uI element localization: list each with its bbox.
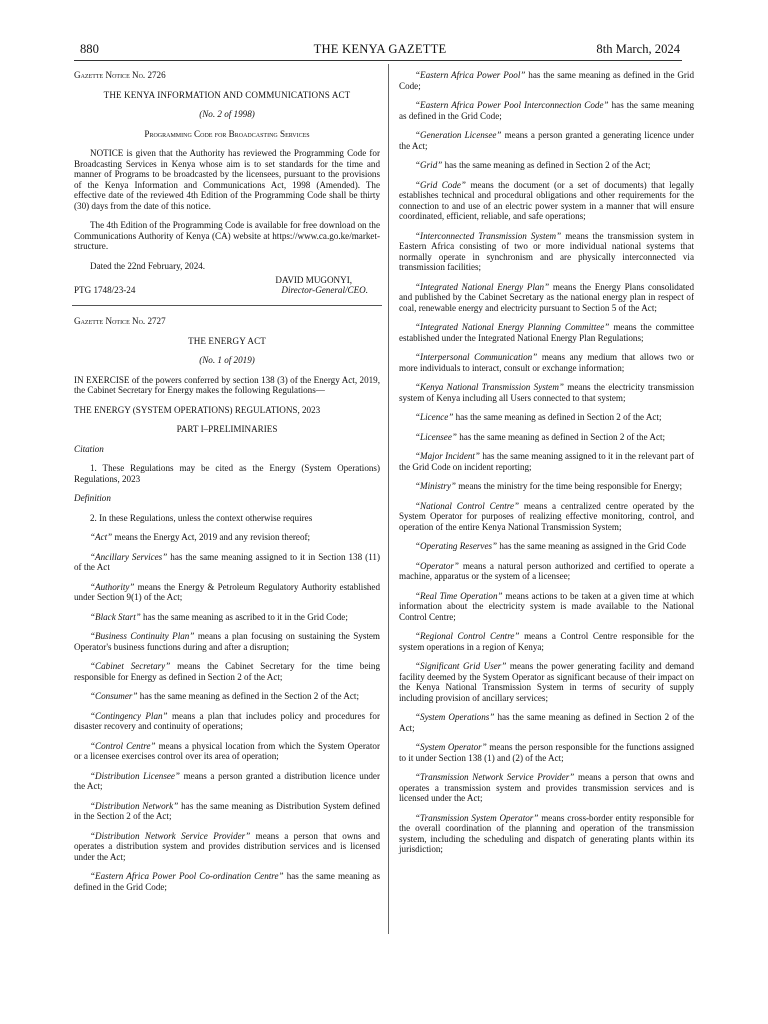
definition-item [399, 160, 694, 171]
page-header [80, 42, 680, 60]
definition-item [74, 711, 380, 732]
definition-term: “Black Start” [90, 611, 141, 622]
definition-term: “Contingency Plan” [90, 710, 168, 721]
definition-text: has the same meaning as ascribed to it in the Grid Code; [140, 611, 348, 622]
definition-term: “Integrated National Energy Planning Committee” [415, 322, 610, 332]
definition-text: means the electricity transmission system of Kenya including all Users connected to that system; [399, 382, 694, 403]
definition-text: means a person that owns and operates a distribution system and provides distribution services and is licensed under the Act; [74, 830, 380, 862]
signatory-role: Director-General/CEO. [281, 285, 368, 295]
definition-term: “Licensee” [415, 431, 457, 442]
definition-term: “Generation Licensee” [415, 130, 502, 140]
definition-item [399, 130, 694, 151]
definition-term: “Eastern Africa Power Pool” [415, 70, 526, 80]
definition-text: has the same meaning as defined in Section 2 of the Act; [442, 160, 651, 170]
definition-term: “Ministry” [415, 481, 456, 491]
gazette-title: THE KENYA GAZETTE [313, 42, 447, 56]
definition-item [399, 70, 694, 91]
definition-text: means the transmission system in Eastern Africa consisting of two or more individual national systems that normally operate in synchronism and are physically interconnected via transmission facilities; [399, 230, 694, 272]
definition-text: means the ministry for the time being responsible for Energy; [455, 481, 683, 491]
notice-number: Gazette Notice No. 2727 [74, 316, 166, 326]
act-number: (No. 1 of 2019) [199, 355, 255, 365]
definition-item [399, 742, 694, 763]
citation-text: 1. These Regulations may be cited as the Energy (System Operations) Regulations, 2023 [74, 463, 380, 484]
definition-item [399, 382, 694, 403]
citation-heading: Citation [74, 443, 104, 454]
definition-text: has the same meaning assigned to it in Section 138 (11) of the Act [74, 551, 380, 572]
right-column [399, 70, 694, 864]
preamble: IN EXERCISE of the powers conferred by section 138 (3) of the Energy Act, 2019, the Cabinet Secretary for Energy makes the following Regulations— [74, 374, 380, 395]
definition-term: “Act” [90, 532, 113, 542]
definition-item [399, 541, 694, 552]
definition-item [399, 813, 694, 855]
definition-term: “Business Continuity Plan” [90, 631, 195, 641]
definition-text: means the document (or a set of documents) that legally establishes technical and procedural obligations and other requirements for the connection to and use of an electric power system in a manner that will ensure coordinated, efficient, reliable, and safe operations; [399, 179, 695, 221]
column-divider [388, 64, 389, 934]
notice-number: Gazette Notice No. 2726 [74, 70, 166, 80]
notice-body: NOTICE is given that the Authority has reviewed the Programming Code for Broadcasting Services in Kenya whose aim is to set standards for the time and manner of Programs to be broadcasted by the licensees, pursuant to the provisions of the Kenya Information and Communications Act, 1998 (Amended). The effective date of the reviewed 4th Edition of the Programming Code shall be thirty (30) days from the date of this notice. [74, 148, 380, 211]
definition-term: “Consumer” [90, 691, 138, 701]
definition-item [399, 561, 694, 582]
definition-item [74, 582, 380, 603]
definition-item [399, 451, 694, 472]
definition-term: “Kenya National Transmission System” [415, 382, 564, 392]
notice-separator [72, 305, 382, 306]
definition-text: means a centralized centre operated by the System Operator for purposes of realizing effective monitoring, control, and operation of the entire Kenya National Transmission System; [399, 500, 694, 532]
definition-term: “Cabinet Secretary” [90, 661, 171, 671]
definition-term: “Licence” [415, 412, 454, 422]
dated-line: Dated the 22nd February, 2024. [90, 260, 206, 271]
definitions-list [74, 532, 380, 892]
definition-term: “Authority” [90, 581, 135, 592]
definition-term: “Grid” [415, 160, 443, 170]
left-column [74, 70, 380, 901]
definition-heading: Definition [74, 493, 111, 503]
definition-item [399, 712, 694, 733]
definition-term: “Regional Control Centre” [415, 631, 520, 641]
definition-item [74, 741, 380, 762]
definition-text: means the Energy & Petroleum Regulatory Authority established under Section 9(1) of the Act; [74, 581, 380, 602]
signatory-name: DAVID MUGONYI, [275, 275, 352, 285]
page-number: 880 [80, 42, 99, 56]
definition-term: “Transmission Network Service Provider” [415, 772, 575, 782]
definition-item [399, 231, 694, 273]
definition-item [399, 100, 694, 121]
definition-term: “Distribution Network” [90, 800, 179, 811]
definition-text: has the same meaning as defined in the Grid Code; [399, 100, 695, 121]
definition-text: means a physical location from which the System Operator or a licensee exercises control over its area of operation; [74, 740, 380, 761]
definitions-list [399, 70, 694, 855]
definition-item [399, 631, 694, 652]
act-number: (No. 2 of 1998) [199, 109, 255, 119]
definition-term: “Interconnected Transmission System” [415, 230, 562, 241]
definition-text: means a Control Centre responsible for the system operations in a region of Kenya; [399, 631, 695, 652]
definition-term: “Eastern Africa Power Pool Co-ordination Centre” [90, 871, 284, 881]
definition-term: “Operating Reserves” [415, 541, 498, 551]
definition-text: means the committee established under the Integrated National Energy Plan Regulations; [399, 322, 695, 343]
definition-term: “System Operations” [415, 712, 495, 722]
definition-item [399, 282, 694, 314]
act-title: THE ENERGY ACT [188, 335, 266, 346]
definition-item [74, 532, 380, 543]
definition-term: “Grid Code” [415, 179, 466, 190]
definition-text: means a plan focusing on sustaining the System Operator's business functions during and after a disruption; [74, 631, 380, 652]
definition-text: means a natural person authorized and certified to operate a machine, apparatus or the system of a licensee; [399, 560, 694, 581]
definition-text: has the same meaning as defined in the Grid Code; [399, 70, 694, 91]
regulations-title: THE ENERGY (SYSTEM OPERATIONS) REGULATIONS, 2023 [74, 404, 321, 415]
definition-item [399, 591, 694, 623]
definition-text: means the person responsible for the functions assigned to it under Section 138 (1) and (2) of the Act; [399, 742, 694, 763]
definition-term: “Distribution Licensee” [90, 770, 180, 781]
notice-body-download: The 4th Edition of the Programming Code is available for free download on the Communications Authority of Kenya (CA) website at https://www.ca.go.ke/market-structure. [74, 220, 380, 251]
definition-term: “Major Incident” [415, 451, 480, 461]
definition-term: “National Control Centre” [415, 500, 520, 511]
definition-term: “Eastern Africa Power Pool Interconnection Code” [415, 100, 609, 110]
definition-item [399, 352, 694, 373]
definition-item [74, 871, 380, 892]
definition-term: “Significant Grid User” [415, 661, 507, 671]
issue-date: 8th March, 2024 [596, 42, 680, 56]
definition-text: means the Cabinet Secretary for the time being responsible for Energy as defined in Section 2 of the Act; [74, 661, 380, 682]
definition-item [74, 661, 380, 682]
definition-item [74, 691, 380, 702]
definition-text: has the same meaning as defined in Section 2 of the Act; [453, 412, 662, 422]
definition-text: has the same meaning as Distribution System defined in the Section 2 of the Act; [74, 800, 380, 821]
definition-term: “Transmission System Operator” [415, 812, 539, 823]
definition-text: means actions to be taken at a given time at which information about the electricity system is made available to the National Control Centre; [399, 590, 694, 622]
definition-term: “System Operator” [415, 742, 487, 752]
signature-block [74, 275, 380, 299]
definition-term: “Ancillary Services” [90, 551, 168, 562]
definition-item [399, 412, 694, 423]
definition-text: means any medium that allows two or more individuals to interact, consult or exchange information; [399, 352, 694, 373]
definition-term: “Control Centre” [90, 740, 156, 751]
definition-text: means a plan that includes policy and procedures for disaster recovery and continuity of operations; [74, 710, 380, 731]
definition-item [399, 180, 694, 222]
definition-item [74, 771, 380, 792]
definition-text: means a person that owns and operates a transmission system and provides transmission services and is licensed under the Act; [399, 772, 695, 803]
notice-subtitle: Programming Code for Broadcasting Services [144, 128, 310, 139]
definition-text: has the same meaning as assigned in the Grid Code [497, 541, 686, 551]
definition-item [74, 831, 380, 863]
header-rule [74, 60, 682, 61]
definition-text: has the same meaning as defined in Section 2 of the Act; [399, 712, 695, 733]
definition-term: “Real Time Operation” [415, 590, 503, 601]
definition-item [74, 612, 380, 623]
definition-text: means a person granted a generating licence under the Act; [399, 130, 694, 151]
reference-number: PTG 1748/23-24 [74, 285, 136, 295]
definition-term: “Distribution Network Service Provider” [90, 830, 251, 841]
definition-item [399, 481, 694, 492]
definition-text: has the same meaning as defined in the Section 2 of the Act; [137, 691, 359, 701]
definition-text: means the power generating facility and demand facility deemed by the System Operator as significant because of their impact on the Kenya National Transmission System in terms of security of supply including provision of ancillary services; [399, 661, 694, 703]
definition-text: has the same meaning as defined in the Grid Code; [74, 871, 380, 892]
definition-term: “Integrated National Energy Plan” [415, 281, 550, 292]
definition-text: means the Energy Act, 2019 and any revision thereof; [112, 532, 311, 542]
definition-item [74, 631, 380, 652]
definition-item [399, 772, 694, 804]
definition-item [399, 661, 694, 703]
definition-term: “Interpersonal Communication” [415, 352, 538, 362]
definition-item [399, 432, 694, 443]
definition-item [74, 801, 380, 822]
definition-item [399, 322, 694, 343]
part-heading: PART I–PRELIMINARIES [176, 424, 278, 434]
definition-item [74, 552, 380, 573]
definition-term: “Operator” [415, 560, 459, 571]
definition-intro: 2. In these Regulations, unless the context otherwise requires [90, 512, 313, 523]
definition-text: means cross-border entity responsible for the overall coordination of the planning and operation of the transmission system, including the scheduling and dispatch of generating plants within its jurisdiction; [399, 812, 694, 854]
definition-text: means a person granted a distribution licence under the Act; [74, 770, 380, 791]
definition-text: has the same meaning assigned to it in the relevant part of the Grid Code on incident reporting; [399, 451, 695, 472]
definition-text: means the Energy Plans consolidated and published by the Cabinet Secretary as the national energy plan in respect of coal, renewable energy and electricity pursuant to Section 5 of the Act; [399, 281, 694, 313]
act-title: THE KENYA INFORMATION AND COMMUNICATIONS ACT [103, 89, 351, 100]
definition-item [399, 501, 694, 533]
definition-text: has the same meaning as defined in Section 2 of the Act; [456, 431, 666, 442]
